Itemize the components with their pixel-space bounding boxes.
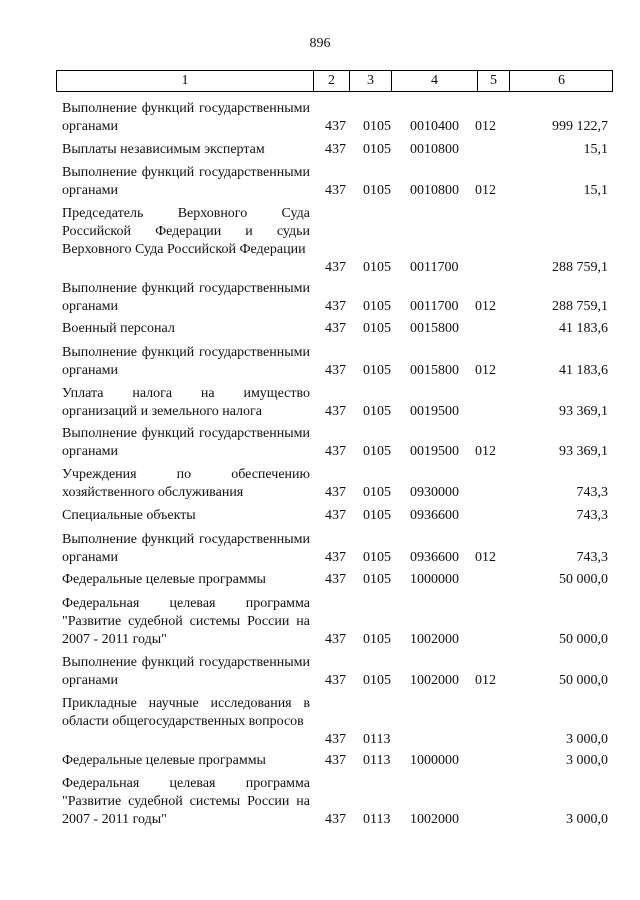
row-col-5: 012 (475, 183, 496, 198)
row-col-2: 437 (325, 299, 346, 314)
header-col-1: 1 (181, 73, 189, 88)
row-col-6: 50 000,0 (559, 632, 608, 647)
row-col-3: 0105 (363, 260, 391, 275)
row-col-3: 0105 (363, 444, 391, 459)
row-col-3: 0105 (363, 673, 391, 688)
row-name: Федеральные целевые программы (62, 753, 266, 768)
row-col-5: 012 (475, 673, 496, 688)
table-row (0, 695, 640, 749)
table-row (0, 280, 640, 316)
row-col-2: 437 (325, 572, 346, 587)
table-row (0, 164, 640, 200)
row-name: Уплата налога на имущество организаций и земельного налога (62, 386, 310, 419)
table-header (56, 70, 613, 92)
row-name: Федеральная целевая программа "Развитие судебной системы России на 2007 - 2011 годы" (62, 596, 310, 647)
row-col-3: 0105 (363, 404, 391, 419)
row-col-6: 50 000,0 (559, 673, 608, 688)
row-col-3: 0113 (363, 812, 391, 827)
row-col-3: 0105 (363, 550, 391, 565)
header-col-6: 6 (509, 71, 613, 91)
row-col-6: 93 369,1 (559, 404, 608, 419)
row-col-2: 437 (325, 444, 346, 459)
row-col-2: 437 (325, 119, 346, 134)
table-row (0, 531, 640, 567)
row-col-2: 437 (325, 508, 346, 523)
row-col-4: 0011700 (410, 260, 459, 275)
row-col-3: 0105 (363, 572, 391, 587)
row-col-2: 437 (325, 753, 346, 768)
row-col-4: 0930000 (410, 485, 459, 500)
row-name: Выплаты независимым экспертам (62, 142, 265, 157)
row-col-4: 0015800 (410, 321, 459, 336)
row-col-5: 012 (475, 119, 496, 134)
table-row (0, 775, 640, 829)
row-col-3: 0105 (363, 363, 391, 378)
table-row (0, 100, 640, 136)
row-col-5: 012 (475, 299, 496, 314)
row-col-6: 41 183,6 (559, 363, 608, 378)
row-name: Учреждения по обеспечению хозяйственного обслуживания (62, 467, 310, 500)
row-name: Прикладные научные исследования в области общегосударственных вопросов (62, 696, 310, 729)
row-col-4: 1000000 (410, 572, 459, 587)
row-col-3: 0105 (363, 508, 391, 523)
header-col-4: 4 (391, 71, 477, 91)
table-row (0, 425, 640, 461)
row-col-2: 437 (325, 632, 346, 647)
row-col-4: 0019500 (410, 404, 459, 419)
row-col-6: 41 183,6 (559, 321, 608, 336)
row-col-6: 999 122,7 (552, 119, 608, 134)
header-col-3: 3 (349, 71, 391, 91)
row-col-2: 437 (325, 321, 346, 336)
header-col-2: 2 (313, 71, 349, 91)
row-col-5: 012 (475, 363, 496, 378)
row-col-3: 0105 (363, 485, 391, 500)
row-col-4: 1000000 (410, 753, 459, 768)
row-name: Выполнение функций государственными органами (62, 101, 310, 134)
row-name: Председатель Верховного Суда Российской Федерации и судьи Верховного Суда Российской Федерации (62, 206, 310, 257)
table-row (0, 654, 640, 690)
row-col-2: 437 (325, 550, 346, 565)
row-col-2: 437 (325, 812, 346, 827)
row-col-4: 1002000 (410, 812, 459, 827)
row-name: Выполнение функций государственными органами (62, 426, 310, 459)
row-col-2: 437 (325, 732, 346, 747)
page-number: 896 (309, 36, 331, 51)
table-row (0, 507, 640, 525)
row-col-6: 50 000,0 (559, 572, 608, 587)
row-name: Специальные объекты (62, 508, 196, 523)
table-row (0, 320, 640, 338)
row-col-6: 288 759,1 (552, 260, 608, 275)
table-row (0, 571, 640, 589)
row-col-3: 0105 (363, 321, 391, 336)
table-row (0, 752, 640, 770)
row-col-4: 0010400 (410, 119, 459, 134)
table-row (0, 385, 640, 421)
row-name: Выполнение функций государственными органами (62, 345, 310, 378)
row-col-2: 437 (325, 260, 346, 275)
row-name: Выполнение функций государственными органами (62, 655, 310, 688)
table-row (0, 141, 640, 159)
row-col-6: 15,1 (583, 183, 608, 198)
row-col-4: 0010800 (410, 142, 459, 157)
row-col-2: 437 (325, 673, 346, 688)
table-row (0, 466, 640, 502)
row-name: Выполнение функций государственными органами (62, 281, 310, 314)
row-col-2: 437 (325, 485, 346, 500)
row-col-3: 0105 (363, 119, 391, 134)
row-col-6: 93 369,1 (559, 444, 608, 459)
row-col-4: 1002000 (410, 673, 459, 688)
row-col-5: 012 (475, 550, 496, 565)
row-col-4: 0010800 (410, 183, 459, 198)
table-row (0, 344, 640, 380)
row-col-3: 0105 (363, 299, 391, 314)
table-row (0, 205, 640, 277)
row-col-6: 3 000,0 (566, 732, 608, 747)
row-col-2: 437 (325, 363, 346, 378)
row-col-2: 437 (325, 183, 346, 198)
row-name: Военный персонал (62, 321, 175, 336)
row-name: Федеральные целевые программы (62, 572, 266, 587)
row-col-2: 437 (325, 142, 346, 157)
row-col-6: 288 759,1 (552, 299, 608, 314)
row-col-6: 15,1 (583, 142, 608, 157)
row-col-3: 0113 (363, 753, 391, 768)
row-col-3: 0113 (363, 732, 391, 747)
row-col-4: 1002000 (410, 632, 459, 647)
row-col-6: 743,3 (576, 550, 608, 565)
row-col-3: 0105 (363, 183, 391, 198)
row-name: Выполнение функций государственными органами (62, 165, 310, 198)
row-col-4: 0936600 (410, 508, 459, 523)
table-row (0, 595, 640, 649)
row-col-6: 743,3 (576, 508, 608, 523)
row-col-3: 0105 (363, 142, 391, 157)
row-col-6: 743,3 (576, 485, 608, 500)
row-name: Федеральная целевая программа "Развитие судебной системы России на 2007 - 2011 годы" (62, 776, 310, 827)
row-col-4: 0019500 (410, 444, 459, 459)
row-col-4: 0936600 (410, 550, 459, 565)
row-col-4: 0015800 (410, 363, 459, 378)
row-col-6: 3 000,0 (566, 753, 608, 768)
row-col-4: 0011700 (410, 299, 459, 314)
header-col-5: 5 (477, 71, 509, 91)
row-col-6: 3 000,0 (566, 812, 608, 827)
row-col-3: 0105 (363, 632, 391, 647)
row-col-5: 012 (475, 444, 496, 459)
row-name: Выполнение функций государственными органами (62, 532, 310, 565)
row-col-2: 437 (325, 404, 346, 419)
